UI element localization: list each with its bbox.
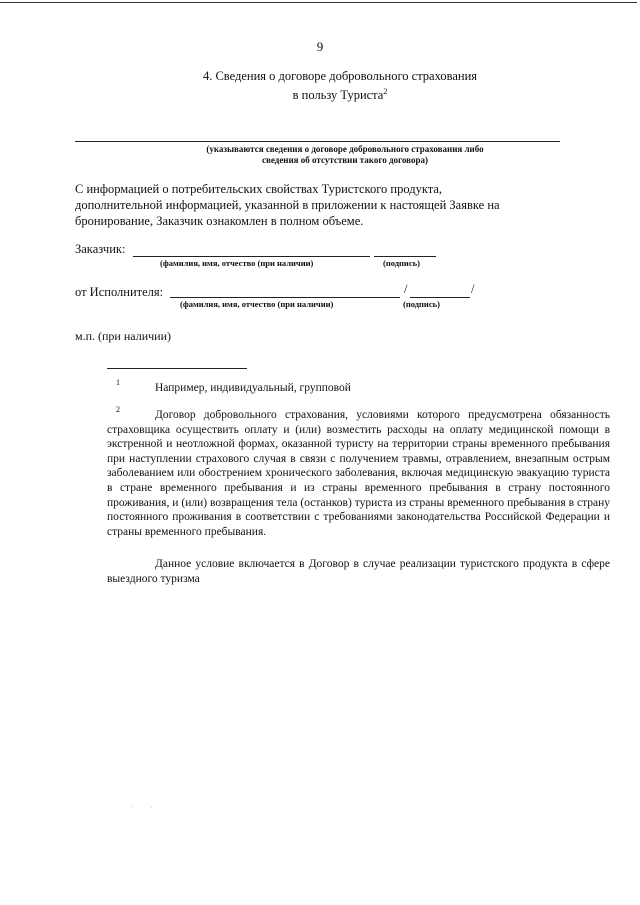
top-border-line <box>0 2 637 3</box>
section-title-line1: 4. Сведения о договоре добровольного страхования <box>202 69 478 83</box>
page-number: 9 <box>316 39 324 54</box>
executor-slash-right: / <box>471 282 475 296</box>
footnote-continuation-text: Данное условие включается в Договор в случае реализации туристского продукта в сфере выездного туризма <box>107 558 610 585</box>
executor-label: от Исполнителя: <box>75 285 164 299</box>
section-title <box>120 68 560 103</box>
footnote-ref-2: 2 <box>383 87 388 96</box>
executor-signature-caption: (подпись) <box>403 299 440 309</box>
customer-name-caption: (фамилия, имя, отчество (при наличии) <box>160 258 314 268</box>
executor-slash-left: / <box>404 282 408 296</box>
insurance-caption-line1: (указываются сведения о договоре добровольного страхования либо <box>206 144 484 154</box>
acknowledgement-line2: дополнительной информацией, указанной в приложении к настоящей Заявке на <box>75 198 500 212</box>
executor-signature-line <box>410 297 470 298</box>
footnote-2-mark: 2 <box>116 405 120 414</box>
footnote-1-mark: 1 <box>116 378 120 387</box>
footnote-2-text: Договор добровольного страхования, условиями которого предусмотрена обязанность страховщика осуществить оплату и (или) возместить расходы на оплату медицинской помощи в экстренной и неотложной формах, оказанной туристу на территории страны временного пребывания при наступлении страхового случая в связи с получением травмы, отравлением, внезапным острым заболеванием или обострением хронического заболевания, включая медицинскую эвакуацию туриста в стране временного пребывания и из страны временного пребывания в страну постоянного проживания, и (или) возвращения тела (останков) туриста из страны временного пребывания в страну постоянного проживания в соответствии с требованиями законодательства Российской Федерации и страны временного пребывания. <box>107 409 610 538</box>
customer-name-line <box>133 256 370 257</box>
customer-signature-caption: (подпись) <box>383 258 420 268</box>
executor-name-caption: (фамилия, имя, отчество (при наличии) <box>180 299 334 309</box>
acknowledgement-paragraph <box>75 181 595 229</box>
insurance-info-blank-line <box>75 141 560 142</box>
footnote-1-text: Например, индивидуальный, групповой <box>155 382 351 394</box>
scan-specks: · · <box>132 805 153 811</box>
customer-label: Заказчик: <box>75 242 126 256</box>
acknowledgement-line3: бронирование, Заказчик ознакомлен в полном объеме. <box>75 214 364 228</box>
insurance-info-caption <box>150 144 540 166</box>
section-title-line2-text: в пользу Туриста <box>292 88 384 103</box>
footnote-2-block <box>107 408 610 539</box>
insurance-caption-line2: сведения об отсутствии такого договора) <box>262 155 428 165</box>
stamp-label: м.п. (при наличии) <box>75 329 171 343</box>
customer-signature-line <box>374 256 436 257</box>
footnote-continuation-block <box>107 557 610 586</box>
section-title-line2 <box>120 84 560 103</box>
executor-name-line <box>170 297 400 298</box>
acknowledgement-line1: С информацией о потребительских свойствах Туристского продукта, <box>75 182 443 196</box>
footnote-separator <box>107 368 247 369</box>
